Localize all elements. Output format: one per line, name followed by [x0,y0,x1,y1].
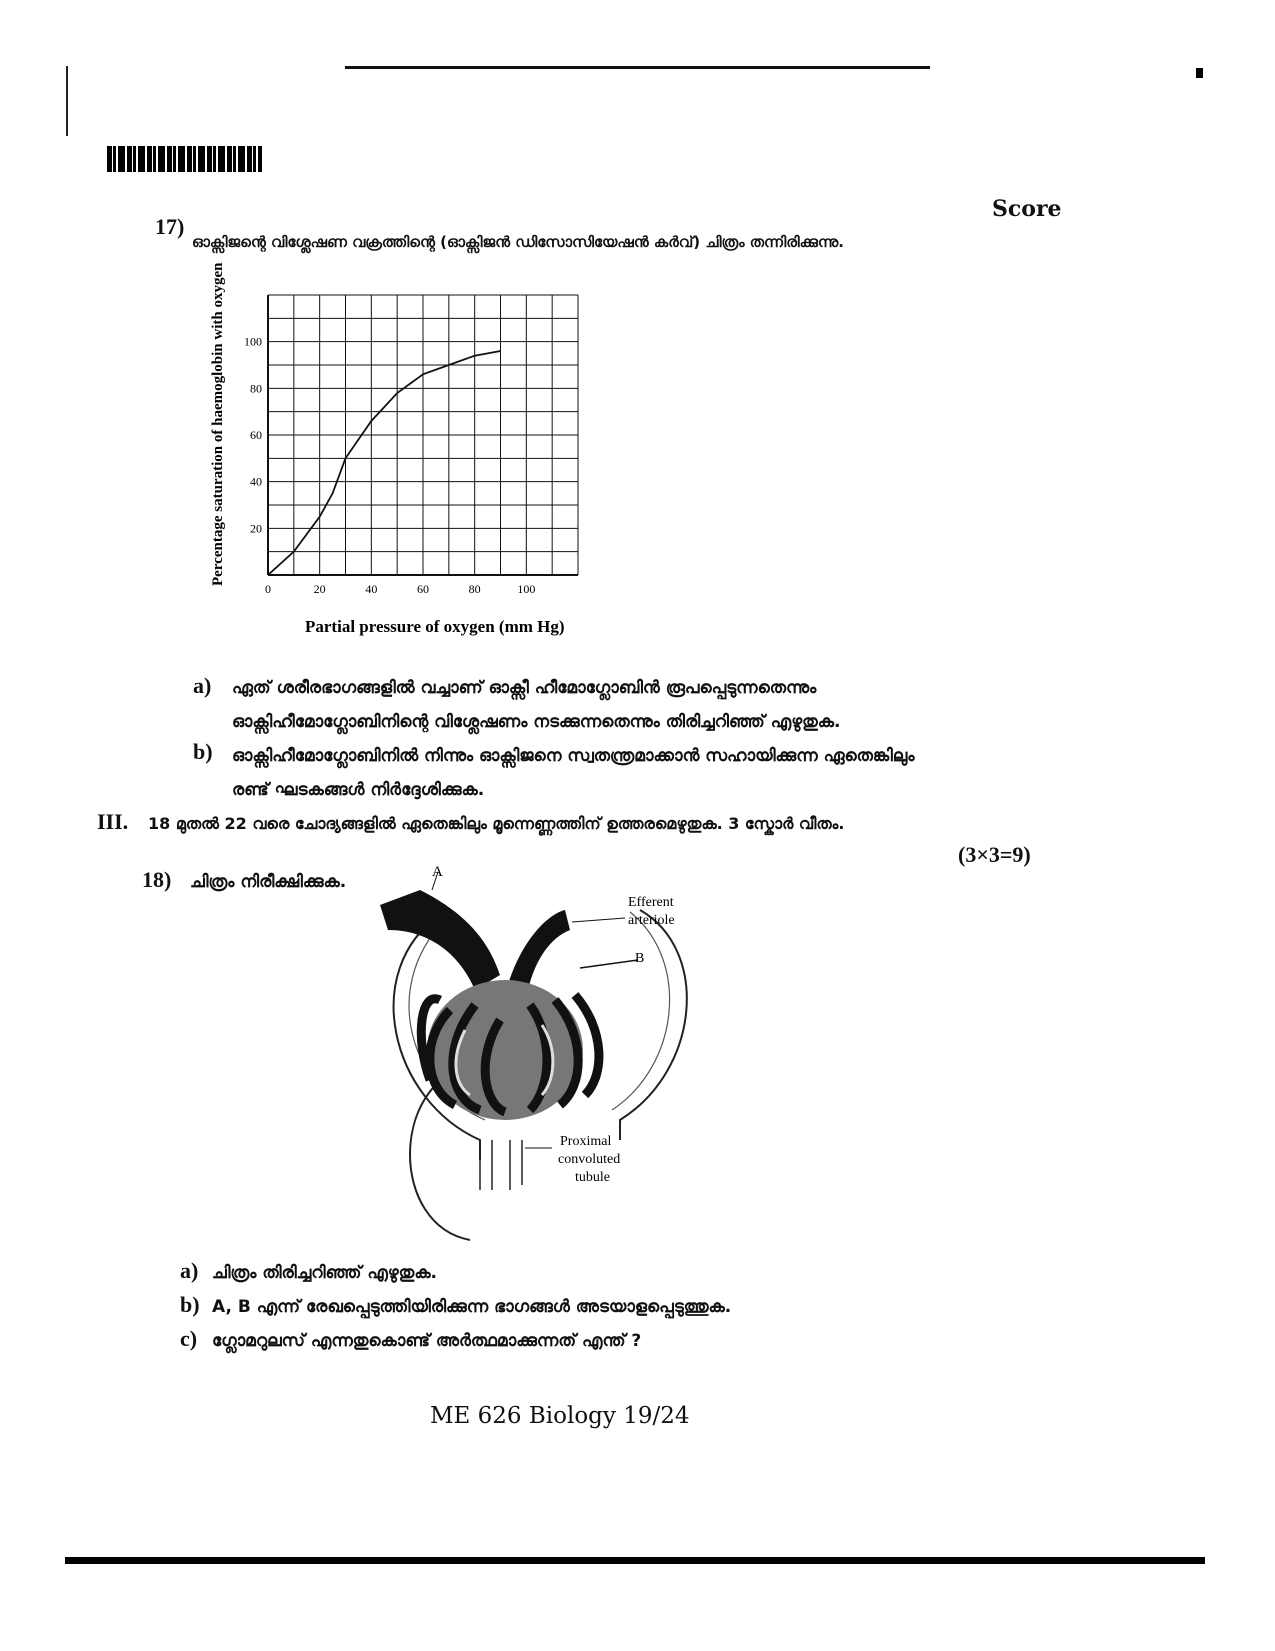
label-convoluted: convoluted [558,1152,621,1167]
capillary-tuft [421,980,599,1120]
section3-text: 18 മുതൽ 22 വരെ ചോദ്യങ്ങളിൽ ഏതെങ്കിലും മൂന്നെണ്ണത്തിന് ഉത്തരമെഴുതുക. 3 സ്കോർ വീതം. [148,814,845,833]
q17a-line1: ഏത് ശരീരഭാഗങ്ങളിൽ വച്ചാണ് ഓക്സീ ഹീമോഗ്ലോബിൻ രൂപപ്പെടുന്നതെന്നും [232,678,817,698]
x-tick-label: 60 [417,582,429,596]
x-axis-label: Partial pressure of oxygen (mm Hg) [305,617,565,636]
y-tick-label: 40 [250,474,262,489]
label-tubule: tubule [575,1170,610,1185]
q18-number: 18) [142,867,172,892]
q18a-label: a) [180,1258,199,1283]
score-label: Score [992,196,1062,222]
q17b-label: b) [193,739,213,764]
q17-text: ഓക്സിജന്റെ വിശ്ലേഷണ വക്രത്തിന്റെ (ഓക്സിജൻ ഡിസോസിയേഷൻ കർവ്) ചിത്രം തന്നിരിക്കുന്നു. [192,233,844,251]
label-A: A [432,864,443,880]
footer-code: ME 626 Biology 19/24 [430,1403,690,1429]
q17a-label: a) [193,673,212,698]
glomerulus-diagram [380,864,740,1230]
q17-number: 17) [155,214,185,239]
q17a-line2: ഓക്സിഹീമോഗ്ലോബിനിന്റെ വിശ്ലേഷണം നടക്കുന്നതെന്നും തിരിച്ചറിഞ്ഞ് എഴുതുക. [232,712,841,732]
capsule-right-wall [620,910,687,1140]
x-tick-label: 40 [365,582,378,596]
q18c-label: c) [180,1326,198,1351]
oxygen-dissociation-chart [200,250,600,640]
efferent-arteriole [508,910,570,990]
y-tick-label: 60 [250,428,262,442]
y-tick-label: 100 [244,334,262,349]
barcode [107,146,262,172]
left-margin-line [66,66,68,136]
label-proximal: Proximal [560,1134,612,1149]
y-axis-label: Percentage saturation of haemoglobin with oxygen [210,262,226,586]
q18a-text: ചിത്രം തിരിച്ചറിഞ്ഞ് എഴുതുക. [212,1263,437,1283]
q17b-line1: ഓക്സിഹീമോഗ്ലോബിനിൽ നിന്നും ഓക്സിജനെ സ്വതന്ത്രമാക്കാൻ സഹായിക്കുന്ന ഏതെങ്കിലും [232,746,915,766]
y-tick-label: 20 [250,521,262,536]
section3-roman: III. [97,809,129,834]
bottom-rule [65,1557,1205,1564]
q17b-line2: രണ്ട് ഘടകങ്ങൾ നിർദ്ദേശിക്കുക. [232,780,485,800]
x-tick-label: 80 [468,582,481,596]
corner-mark [1196,68,1203,78]
q18b-text: A, B എന്ന് രേഖപ്പെടുത്തിയിരിക്കുന്ന ഭാഗങ്ങൾ അടയാളപ്പെടുത്തുക. [212,1297,732,1317]
section3-marks: (3×3=9) [958,842,1031,867]
y-tick-label: 80 [250,381,262,396]
x-tick-label: 0 [265,582,271,596]
label-B: B [635,951,645,966]
label-arteriole: arteriole [628,913,675,928]
q18b-label: b) [180,1292,200,1317]
label-efferent: Efferent [628,895,674,910]
chart-grid [268,295,578,575]
top-rule [345,66,930,69]
x-tick-label: 100 [517,582,536,596]
q18c-text: ഗ്ലോമറുലസ് എന്നതുകൊണ്ട് അർത്ഥമാക്കുന്നത് എന്ത് ? [212,1331,642,1351]
x-tick-label: 20 [313,582,326,596]
q18-text: ചിത്രം നിരീക്ഷിക്കുക. [190,872,347,892]
dissociation-curve [268,351,501,575]
